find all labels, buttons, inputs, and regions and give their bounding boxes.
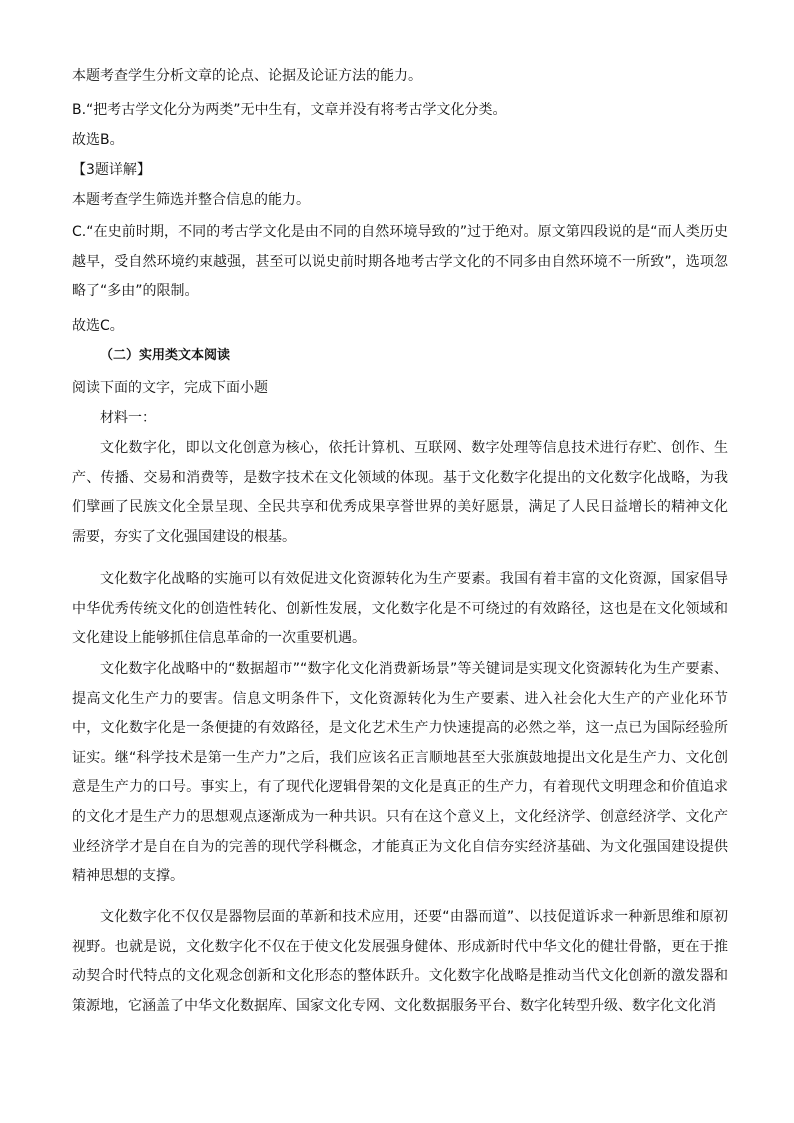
section-title: （二）实用类文本阅读 — [100, 348, 231, 363]
material-paragraph-4: 文化数字化不仅仅是器物层面的革新和技术应用，还要“由器而道”、以技促道诉求一种新思维和原初视野。也就是说，文化数字化不仅在于使文化发展强身健体、形成新时代中华文化的健壮骨骼，更在于推动契合时代特点的文化观念创新和文化形态的整体跃升。文化数字化战略是推动当代文化创新的激发器和策源地，它涵盖了中华文化数据库、国家文化专网、文化数据服务平台、数字化转型升级、数字化文化消 — [72, 909, 728, 1014]
q2-ability-text: 本题考查学生分析文章的论点、论据及论证方法的能力。 — [72, 68, 422, 84]
material-paragraph-2: 文化数字化战略的实施可以有效促进文化资源转化为生产要素。我国有着丰富的文化资源，国家倡导中华优秀传统文化的创造性转化、创新性发展，文化数字化是不可绕过的有效路径，这也是在文化领域和文化建设上能够抓住信息革命的一次重要机遇。 — [72, 571, 728, 647]
q3-ability-text: 本题考查学生筛选并整合信息的能力。 — [72, 192, 310, 208]
reading-instruction: 阅读下面的文字，完成下面小题 — [72, 380, 268, 396]
material-label: 材料一： — [100, 410, 156, 426]
material-paragraph-1: 文化数字化，即以文化创意为核心，依托计算机、互联网、数字处理等信息技术进行存贮、创作、生产、传播、交易和消费等，是数字技术在文化领域的体现。基于文化数字化提出的文化数字化战略，为我们擘画了民族文化全景呈现、全民共享和优秀成果享誉世界的美好愿景，满足了人民日益增长的精神文化需要，夯实了文化强国建设的根基。 — [72, 440, 728, 545]
q3-heading: 【3题详解】 — [72, 162, 151, 178]
q2-option-b-text: B.“把考古学文化分为两类”无中生有，文章并没有将考古学文化分类。 — [72, 102, 507, 118]
q2-answer-text: 故选B。 — [72, 132, 124, 148]
q3-option-c-text: C.“在史前时期，不同的考古学文化是由不同的自然环境导致的”过于绝对。原文第四段说的是“而人类历史越早，受自然环境约束越强，甚至可以说史前时期各地考古学文化的不同多由自然环境不一所致”，选项忽略了“多由”的限制。 — [72, 224, 728, 300]
q3-answer-text: 故选C。 — [72, 318, 124, 334]
material-paragraph-3: 文化数字化战略中的“数据超市”“数字化文化消费新场景”等关键词是实现文化资源转化为生产要素、提高文化生产力的要害。信息文明条件下，文化资源转化为生产要素、进入社会化大生产的产业化环节中，文化数字化是一条便捷的有效路径，是文化艺术生产力快速提高的必然之举，这一点已为国际经验所证实。继“科学技术是第一生产力”之后，我们应该名正言顺地甚至大张旗鼓地提出文化是生产力、文化创意是生产力的口号。事实上，有了现代化逻辑骨架的文化是真正的生产力，有着现代文明理念和价值追求的文化才是生产力的思想观点逐渐成为一种共识。只有在这个意义上，文化经济学、创意经济学、文化产业经济学才是自在自为的完善的现代学科概念，才能真正为文化自信夯实经济基础、为文化强国建设提供精神思想的支撑。 — [72, 661, 728, 885]
